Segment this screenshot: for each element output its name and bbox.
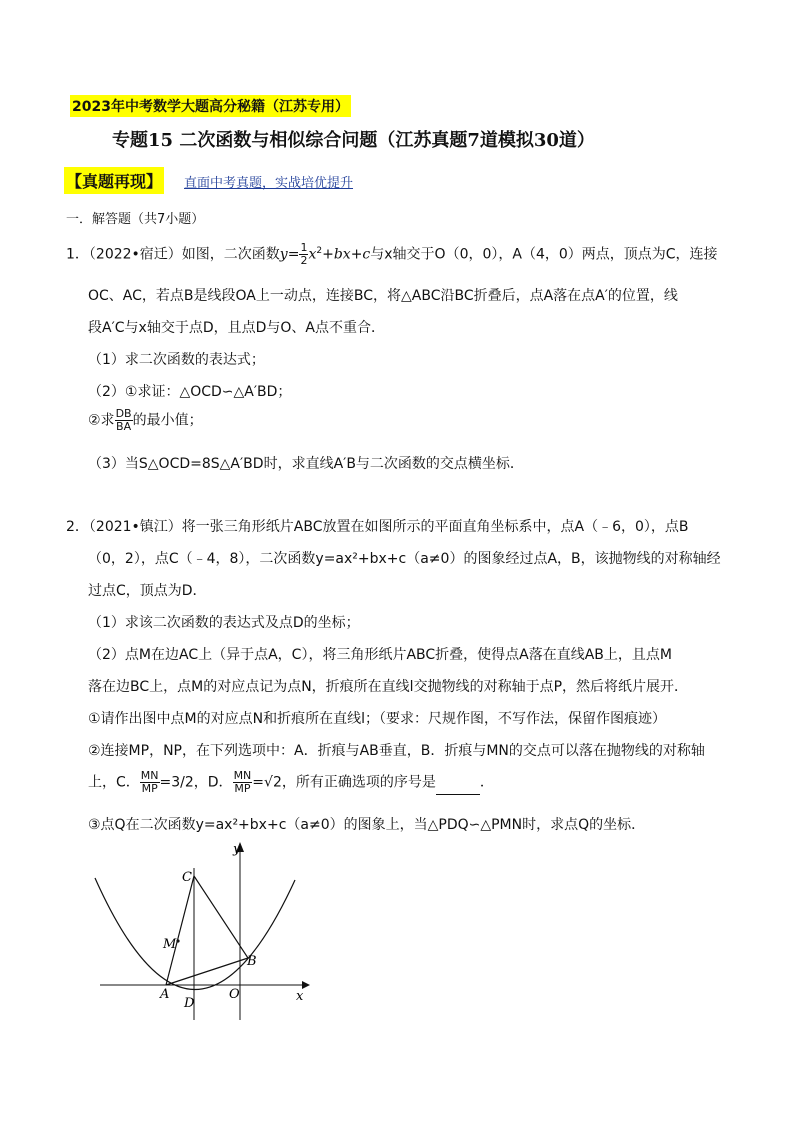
q2-sub2a: （2）点M在边AC上（异于点A，C），将三角形纸片ABC折叠，使得点A落在直线AB上，且点M [88, 647, 672, 663]
q1-sub4: （3）当S△OCD=8S△A′BD时，求直线A′B与二次函数的交点横坐标． [88, 456, 524, 472]
parabola-curve [95, 878, 295, 990]
label-d: D [184, 996, 195, 1011]
q1-line3: 段A′C与x轴交于点D，且点D与O、A点不重合． [88, 320, 385, 336]
q2-value2: =√2 [252, 774, 282, 791]
q1-sub3-num: DB [115, 407, 132, 420]
coordinate-figure [90, 840, 320, 1025]
q2-sub5-b: ，D． [193, 774, 233, 791]
q1-sub3-a: ②求 [88, 412, 115, 429]
q2-frac1-den: MP [141, 782, 158, 795]
series-title: 2023年中考数学大题高分秘籍（江苏专用） [70, 95, 351, 117]
q1-sub3-frac [115, 408, 133, 433]
answer-blank[interactable] [436, 780, 480, 795]
q2-frac2-num: MN [233, 769, 252, 782]
q2-line2: （0，2），点C（﹣4，8），二次函数y=ax²+bx+c（a≠0）的图象经过点A，B，该抛物线的对称轴经 [88, 551, 721, 567]
label-x: x [296, 989, 304, 1004]
label-m: M [163, 937, 177, 952]
q1-line1-b: 与x轴交于O（0，0），A（4，0）两点，顶点为C，连接 [370, 246, 718, 263]
q1-frac-num: 1 [300, 241, 308, 254]
q1-sub2: （2）①求证：△OCD∽△A′BD； [88, 384, 292, 400]
x-axis-arrow [302, 981, 310, 989]
q1-sub3-b: 的最小值； [132, 412, 203, 429]
part-heading: 一．解答题（共7小题） [66, 212, 205, 227]
q1-line1: 1．（2022•宿迁）如图，二次函数y= $\frac{1}{2}$ $x^2+bx+c$与x轴交于O（0，0），A（4，0）两点，顶点为C，连接 [66, 241, 718, 267]
label-o: O [229, 987, 240, 1002]
section-subtitle-link[interactable]: 直面中考真题，实战培优提升 [184, 176, 354, 191]
label-y: y [233, 842, 241, 857]
q2-value1: =3/2 [159, 774, 194, 791]
point-m [176, 939, 179, 942]
label-a: A [160, 987, 170, 1002]
q2-sub5-d: ． [479, 774, 494, 791]
q1-sub3-den: BA [116, 420, 132, 433]
q1-frac-den: 2 [300, 254, 308, 267]
page-title: 专题15 二次函数与相似综合问题（江苏真题7道模拟30道） [112, 130, 595, 151]
q2-sub5 [88, 770, 494, 795]
q2-line1: 2．（2021•镇江）将一张三角形纸片ABC放置在如图所示的平面直角坐标系中，点A（﹣6，0），点B [66, 519, 689, 535]
q1-line2: OC、AC，若点B是线段OA上一动点，连接BC，将△ABC沿BC折叠后，点A落在点A′的位置，线 [88, 288, 678, 304]
q2-line3: 过点C，顶点为D． [88, 583, 207, 599]
q2-frac2 [233, 770, 253, 795]
label-b: B [247, 954, 257, 969]
q2-sub6: ③点Q在二次函数y=ax²+bx+c（a≠0）的图象上，当△PDQ∽△PMN时，求点Q的坐标． [88, 817, 646, 833]
q1-line1-a: 1．（2022•宿迁）如图，二次函数 [66, 246, 280, 263]
triangle-abc [166, 876, 248, 985]
q2-sub1: （1）求该二次函数的表达式及点D的坐标； [88, 615, 360, 631]
q2-frac1-num: MN [140, 769, 159, 782]
section-label: 【真题再现】 [64, 167, 164, 194]
q2-sub3: ①请作出图中点M的对应点N和折痕所在直线l；（要求：尺规作图，不写作法，保留作图痕迹） [88, 711, 666, 727]
q2-sub4: ②连接MP，NP，在下列选项中：A．折痕与AB垂直，B．折痕与MN的交点可以落在抛物线的对称轴 [88, 743, 705, 759]
q2-frac2-den: MP [234, 782, 251, 795]
label-c: C [182, 870, 192, 885]
q2-frac1 [140, 770, 160, 795]
q1-sub1: （1）求二次函数的表达式； [88, 352, 265, 368]
q2-sub2b: 落在边BC上，点M的对应点记为点N，折痕所在直线l交抛物线的对称轴于点P，然后将纸片展开． [88, 679, 689, 695]
q2-sub5-c: ，所有正确选项的序号是 [281, 774, 436, 791]
q1-sub3 [88, 408, 203, 433]
q2-sub5-a: 上，C． [88, 774, 140, 791]
